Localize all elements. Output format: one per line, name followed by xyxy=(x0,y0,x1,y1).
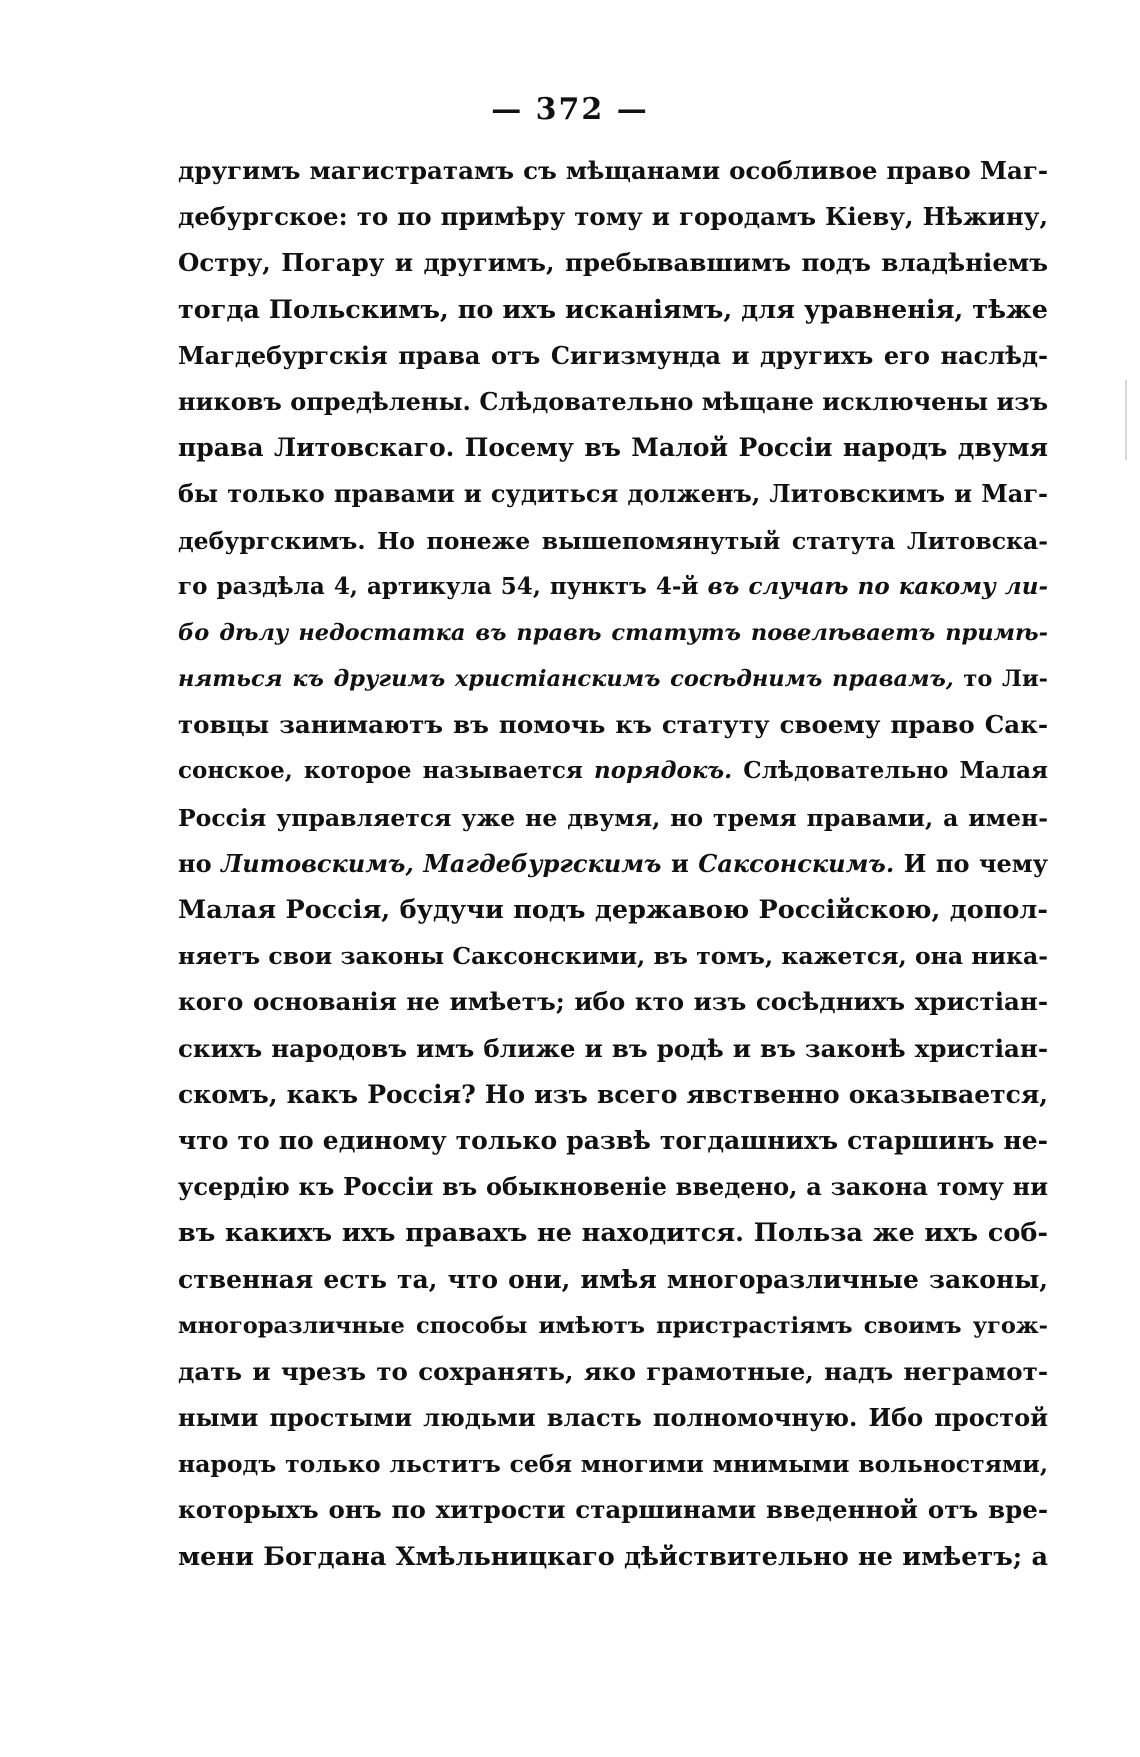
text-line xyxy=(178,194,1048,240)
line-segment: товцы занимаютъ въ помочь къ статуту своему право Сак- xyxy=(178,710,1048,740)
text-line xyxy=(178,933,1048,979)
line-segment: ными простыми людьми власть полномочную. Ибо простой xyxy=(178,1403,1048,1433)
line-segment: другимъ магистратамъ съ мѣщанами особливое право Маг- xyxy=(178,156,1048,185)
italic-segment: Саксонскимъ. xyxy=(698,848,895,878)
page-number: — 372 — xyxy=(491,92,649,127)
body-text xyxy=(178,148,1048,1580)
line-segment: усердію къ Россіи въ обыкновеніе введено, а закона тому ни xyxy=(178,1172,1048,1202)
line-segment: го раздѣла 4, артикула 54, пунктъ 4-й xyxy=(178,572,708,600)
line-segment: бы только правами и судиться долженъ, Литовскимъ и Маг- xyxy=(178,479,1048,509)
line-segment: Магдебургскія права отъ Сигизмунда и другихъ его наслѣд- xyxy=(178,340,1048,370)
text-line xyxy=(178,287,1048,333)
text-line xyxy=(178,841,1048,887)
text-line xyxy=(178,148,1048,194)
text-line xyxy=(178,1441,1048,1487)
line-segment: никовъ опредѣлены. Слѣдовательно мѣщане исключены изъ xyxy=(178,386,1048,416)
text-line xyxy=(178,1534,1048,1580)
line-segment: народъ только льститъ себя многими мнимыми вольностями, xyxy=(178,1450,1048,1479)
text-line xyxy=(178,471,1048,517)
line-segment: права Литовскаго. Посему въ Малой Россіи народъ двумя xyxy=(178,433,1048,463)
text-line xyxy=(178,1349,1048,1395)
line-segment: то Ли- xyxy=(953,666,1048,693)
text-line xyxy=(178,1257,1048,1303)
line-segment: сонское, которое называется xyxy=(178,757,595,785)
text-line xyxy=(178,425,1048,471)
line-segment: И по чему xyxy=(894,848,1048,878)
line-segment: ственная есть та, что они, имѣя многоразличные законы, xyxy=(178,1264,1048,1294)
text-line xyxy=(178,518,1048,564)
line-segment: Малая Россія, будучи подъ державою Россійскою, допол- xyxy=(178,895,1048,925)
text-line xyxy=(178,702,1048,748)
line-segment: Остру, Погару и другимъ, пребывавшимъ подъ владѣніемъ xyxy=(178,248,1048,278)
text-line xyxy=(178,379,1048,425)
text-line xyxy=(178,1395,1048,1441)
line-segment: и xyxy=(661,848,699,878)
text-line xyxy=(178,748,1048,794)
line-segment: кого основанія не имѣетъ; ибо кто изъ сосѣднихъ христіан- xyxy=(178,987,1048,1017)
line-segment: скомъ, какъ Россія? Но изъ всего явственно оказывается, xyxy=(178,1079,1048,1109)
text-line xyxy=(178,1303,1048,1349)
text-line xyxy=(178,1026,1048,1072)
line-segment: мени Богдана Хмѣльницкаго дѣйствительно не имѣетъ; а xyxy=(178,1541,1048,1572)
italic-segment: бо дѣлу недостатка въ правѣ статутъ повелѣваетъ примѣ- xyxy=(178,619,1048,646)
line-segment: няетъ свои законы Саксонскими, въ томъ, кажется, она ника- xyxy=(178,942,1048,971)
text-line xyxy=(178,1118,1048,1164)
line-segment: тогда Польскимъ, по ихъ исканіямъ, для уравненія, тѣже xyxy=(178,294,1048,325)
line-segment: что то по единому только развѣ тогдашнихъ старшинъ не- xyxy=(178,1125,1048,1155)
line-segment: Слѣдовательно Малая xyxy=(732,757,1049,785)
text-line xyxy=(178,564,1048,610)
text-line xyxy=(178,1210,1048,1256)
line-segment: въ какихъ ихъ правахъ не находится. Польза же ихъ соб- xyxy=(178,1218,1048,1249)
text-line xyxy=(178,1487,1048,1533)
line-segment: но xyxy=(178,848,222,878)
text-line xyxy=(178,979,1048,1025)
text-line xyxy=(178,795,1048,841)
text-line xyxy=(178,333,1048,379)
line-segment: дебургскимъ. Но понеже вышепомянутый статута Литовска- xyxy=(178,526,1048,555)
text-line xyxy=(178,1072,1048,1118)
text-line xyxy=(178,887,1048,933)
text-line xyxy=(178,1164,1048,1210)
italic-segment: Литовскимъ, xyxy=(221,848,414,878)
line-segment: Россія управляется уже не двумя, но тремя правами, а имен- xyxy=(178,803,1048,832)
italic-segment: въ случаѣ по какому ли- xyxy=(707,572,1048,600)
text-line xyxy=(178,610,1048,656)
line-segment xyxy=(414,849,424,878)
text-line xyxy=(178,240,1048,286)
margin-scan-mark xyxy=(1125,380,1127,460)
line-segment: которыхъ онъ по хитрости старшинами введенной отъ вре- xyxy=(178,1495,1048,1525)
italic-segment: порядокъ. xyxy=(594,757,733,785)
text-line xyxy=(178,656,1048,702)
line-segment: дать и чрезъ то сохранять, яко грамотные, надъ неграмот- xyxy=(178,1356,1048,1386)
line-segment: скихъ народовъ имъ ближе и въ родѣ и въ законѣ христіан- xyxy=(178,1033,1048,1063)
line-segment: дебургское: то по примѣру тому и городамъ Кіеву, Нѣжину, xyxy=(178,202,1048,232)
line-segment: многоразличные способы имѣютъ пристрастіямъ своимъ угож- xyxy=(178,1312,1048,1339)
italic-segment: няться къ другимъ христіанскимъ сосѣднимъ правамъ, xyxy=(178,666,954,693)
italic-segment: Магдебургскимъ xyxy=(423,848,662,878)
